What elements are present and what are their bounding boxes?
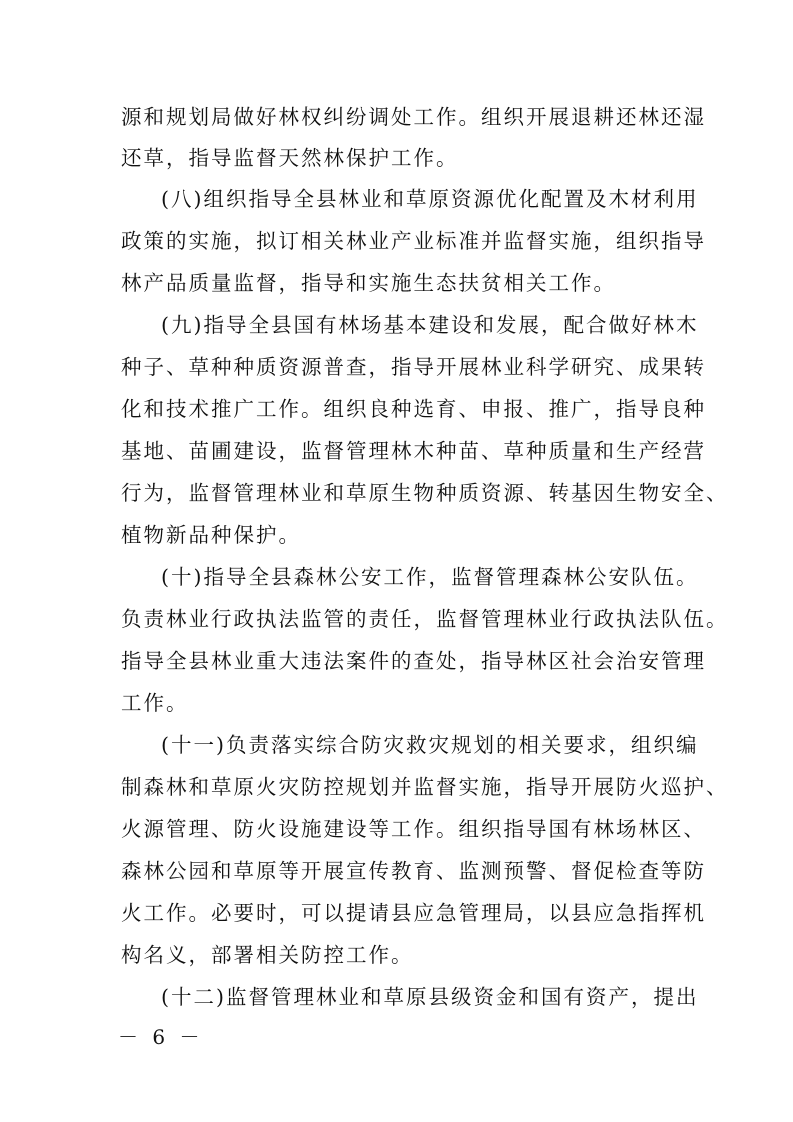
text-line: 行为，监督管理林业和草原生物种质资源、转基因生物安全、 <box>121 481 729 505</box>
text-line: 森林公园和草原等开展宣传教育、监测预警、督促检查等防 <box>121 859 706 883</box>
text-line: 还草，指导监督天然林保护工作。 <box>121 146 459 170</box>
paragraph-heading-11: (十一)负责落实综合防灾救灾规划的相关要求，组织编 <box>161 733 699 757</box>
text-line: 工作。 <box>121 691 189 715</box>
text-line: 制森林和草原火灾防控规划并监督实施，指导开展防火巡护、 <box>121 775 729 799</box>
text-line: 种子、草种种质资源普查，指导开展林业科学研究、成果转 <box>121 355 706 379</box>
paragraph-heading-12: (十二)监督管理林业和草原县级资金和国有资产，提出 <box>161 985 699 1009</box>
page-number: － 6 － <box>118 1025 204 1049</box>
text-line: 植物新品种保护。 <box>121 523 301 547</box>
text-line: 火工作。必要时，可以提请县应急管理局，以县应急指挥机 <box>121 901 706 925</box>
text-line: 林产品质量监督，指导和实施生态扶贫相关工作。 <box>121 271 616 295</box>
text-line: 指导全县林业重大违法案件的查处，指导林区社会治安管理 <box>121 649 706 673</box>
paragraph-heading-9: (九)指导全县国有林场基本建设和发展，配合做好林木 <box>161 313 699 337</box>
text-line: 政策的实施，拟订相关林业产业标准并监督实施，组织指导 <box>121 229 706 253</box>
text-line: 源和规划局做好林权纠纷调处工作。组织开展退耕还林还湿 <box>121 105 706 129</box>
text-line: 化和技术推广工作。组织良种选育、申报、推广，指导良种 <box>121 397 706 421</box>
text-line: 负责林业行政执法监管的责任，监督管理林业行政执法队伍。 <box>121 607 729 631</box>
text-line: 构名义，部署相关防控工作。 <box>121 943 414 967</box>
paragraph-heading-8: (八)组织指导全县林业和草原资源优化配置及木材利用 <box>161 187 699 211</box>
text-line: 火源管理、防火设施建设等工作。组织指导国有林场林区、 <box>121 817 706 841</box>
text-line: 基地、苗圃建设，监督管理林木种苗、草种质量和生产经营 <box>121 439 706 463</box>
paragraph-heading-10: (十)指导全县森林公安工作，监督管理森林公安队伍。 <box>161 565 699 589</box>
